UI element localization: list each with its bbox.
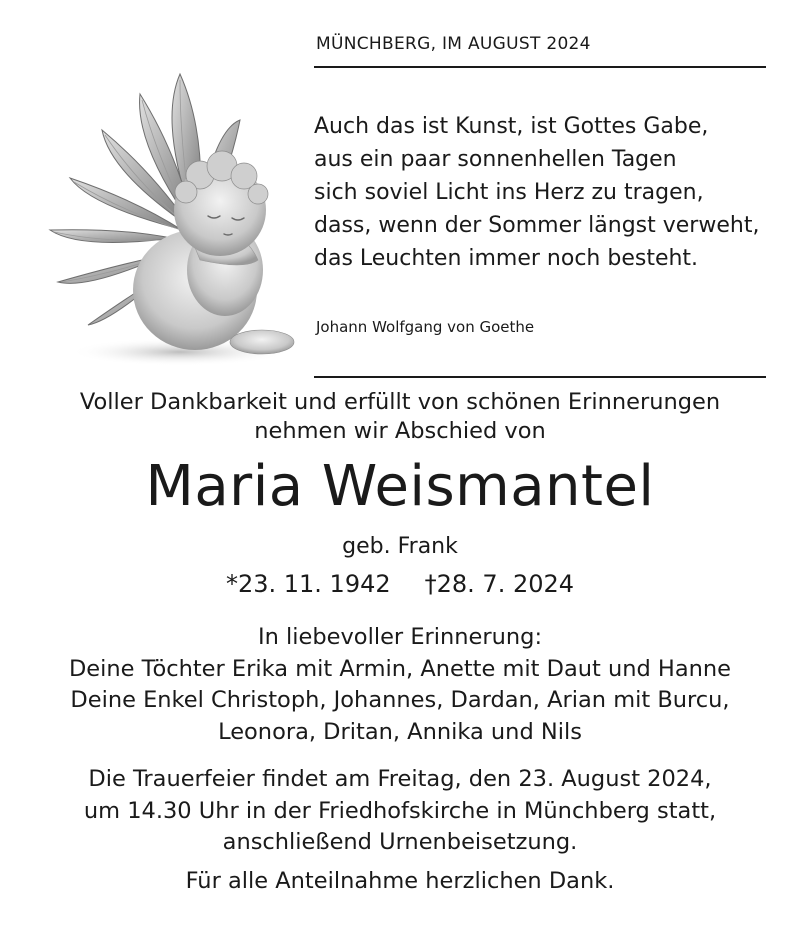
mourners-block: [0, 622, 800, 748]
service-line: Die Trauerfeier findet am Freitag, den 23. August 2024,: [88, 766, 712, 792]
death-date: †28. 7. 2024: [424, 570, 575, 598]
intro-line: nehmen wir Abschied von: [254, 418, 546, 444]
poem-line: dass, wenn der Sommer längst verweht,: [314, 213, 760, 238]
poem-author: Johann Wolfgang von Goethe: [316, 318, 535, 336]
maiden-name: geb. Frank: [342, 534, 458, 559]
thanks-line: Für alle Anteilnahme herzlichen Dank.: [185, 868, 615, 894]
middle-divider: [314, 376, 766, 378]
top-divider: [314, 66, 766, 68]
mourners-line: Deine Töchter Erika mit Armin, Anette mit Daut und Hanne: [68, 655, 731, 682]
service-info: [0, 764, 800, 859]
intro-line: Voller Dankbarkeit und erfüllt von schönen Erinnerungen: [79, 389, 721, 415]
deceased-name: Maria Weismantel: [145, 454, 655, 519]
angel-figurine-image: [40, 60, 300, 370]
intro-text: [0, 388, 800, 446]
service-line: um 14.30 Uhr in der Friedhofskirche in Münchberg statt,: [83, 797, 717, 824]
poem-line: das Leuchten immer noch besteht.: [314, 246, 699, 271]
location-date-header: MÜNCHBERG, IM AUGUST 2024: [316, 34, 591, 54]
mourners-line: Deine Enkel Christoph, Johannes, Dardan, Arian mit Burcu,: [70, 687, 730, 713]
service-line: anschließend Urnenbeisetzung.: [222, 829, 578, 855]
mourners-line: In liebevoller Erinnerung:: [257, 624, 543, 650]
poem-block: [314, 110, 774, 275]
poem-line: Auch das ist Kunst, ist Gottes Gabe,: [314, 114, 709, 139]
birth-date: *23. 11. 1942: [225, 570, 391, 598]
poem-line: aus ein paar sonnenhellen Tagen: [314, 147, 677, 172]
poem-line: sich soviel Licht ins Herz zu tragen,: [314, 180, 704, 205]
mourners-line: Leonora, Dritan, Annika und Nils: [218, 718, 582, 745]
life-dates: [0, 568, 800, 600]
